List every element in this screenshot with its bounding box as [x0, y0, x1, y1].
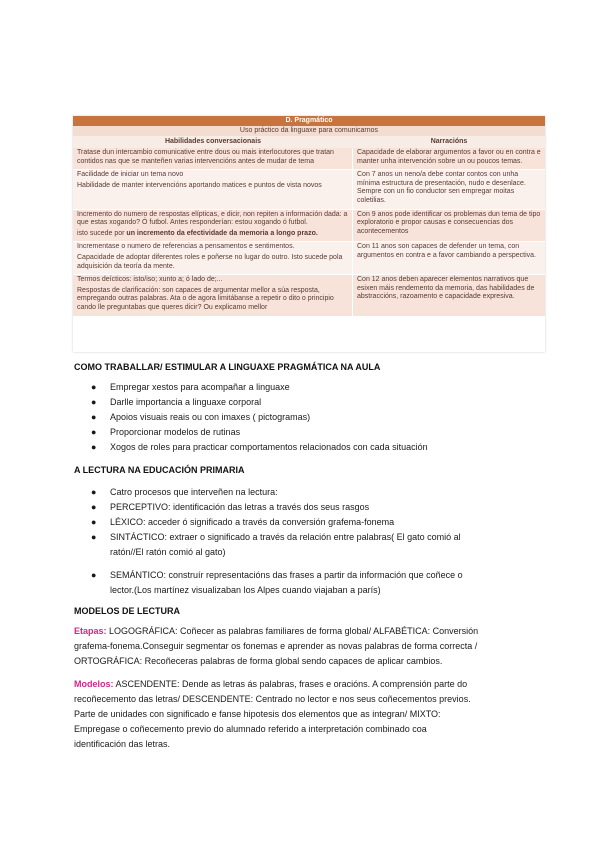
bullet-icon: ●	[91, 442, 97, 452]
table-row	[73, 210, 545, 243]
list-item: ● LÉXICO: acceder ó significado a través da conversión grafema-fonema	[74, 515, 463, 530]
list-item: ● Apoios visuais reais ou con imaxes ( pictogramas)	[74, 410, 428, 425]
list-item-continued: lector.(Los martínez visualizaban los Alpes cuando viajaban a parís)	[110, 585, 381, 595]
table-cell-right	[353, 210, 545, 243]
modelos-paragraph: Modelos: ASCENDENTE: Dende as letras ás palabras, frases e oracións. A comprensión parte do recoñecemento das letras/ DESCENDENTE: Centrado no lector e nos seus coñecementos previos. Parte de unidades con significado e fanse hipotesis dos elementos que as integran/ MIXTO: Empregase o coñecemento previo do alumnado referido a interpretación combinado coa identificación das letras.	[74, 679, 471, 749]
section-title-models: MODELOS DE LECTURA	[74, 606, 181, 616]
bullet-icon: ●	[91, 570, 97, 580]
cell-text: Termos deícticos: isto/iso; xunto a; ó lado de;...	[77, 276, 223, 284]
list-item: ● Darlle importancia a linguaxe corporal	[74, 395, 428, 410]
cell-text: Habilidade de manter intervencións aportando matices e puntos de vista novos	[77, 181, 322, 189]
pragmatic-table	[73, 116, 545, 352]
table-column-headers	[73, 136, 545, 148]
list-item: ● Proporcionar modelos de rutinas	[74, 425, 428, 440]
cell-text: Tratase dun intercambio comunicative entre dous ou mais interlocutores que tratan contidos nas que se manteñen varias intervencións antes de mudar de tema	[77, 149, 334, 165]
cell-text: Capacidade de elaborar argumentos a favor ou en contra e manter unha intervención sobre un ou poucos temas.	[357, 149, 541, 165]
bullet-icon: ●	[91, 502, 97, 512]
modelos-label: Modelos:	[74, 679, 114, 689]
table-cell-right	[353, 170, 545, 209]
cell-text: Con 11 anos son capaces de defender un tema, con argumentos en contra e a favor cambiando a perspectiva.	[357, 243, 536, 259]
cell-text: Incrementase o numero de referencias a pensamentos e sentimentos.	[77, 243, 295, 251]
reading-list	[74, 485, 463, 598]
table-cell-left	[73, 275, 353, 316]
etapas-paragraph: Etapas: LOGOGRÁFICA: Coñecer as palabras familiares de forma global/ ALFABÉTICA: Conversión grafema-fonema.Conseguir segmentar os fonemas e aprender as novas palabras de forma correcta / ORTOGRÁFICA: Recoñeceras palabras de forma global sendo capaces de aplicar cambios.	[74, 626, 479, 666]
cell-text: Facilidade de iniciar un tema novo	[77, 171, 184, 179]
cell-text: isto sucede por un incremento da efectividade da memoria a longo prazo.	[77, 229, 318, 237]
table-cell-left	[73, 148, 353, 170]
table-subtitle: Uso práctico da linguaxe para comunicarnos	[73, 126, 545, 136]
list-item: ● Xogos de roles para practicar comportamentos relacionados con cada situación	[74, 440, 428, 455]
table-title: D. Pragmático	[73, 116, 545, 126]
cell-text: Capacidade de adoptar diferentes roles e poñerse no lugar do outro. Isto sucede pola adquisición da teoría da mente.	[77, 253, 343, 270]
col2-header: Narracións	[430, 138, 468, 145]
list-item: ● PERCEPTIVO: identificación das letras a través dos seus rasgos	[74, 500, 463, 515]
bullet-icon: ●	[91, 427, 97, 437]
table-row	[73, 170, 545, 209]
table-cell-left	[73, 210, 353, 243]
bullet-icon: ●	[91, 532, 97, 542]
section-title-reading: A LECTURA NA EDUCACIÓN PRIMARIA	[74, 465, 245, 475]
list-item-continued: ratón//El ratón comió al gato)	[110, 547, 226, 557]
cell-text: Con 9 anos pode identificar os problemas dun tema de tipo exploratorio e propor causas e consecuencias dos acontecementos	[357, 210, 541, 235]
section-title-pragmatic: COMO TRABALLAR/ ESTIMULAR A LINGUAXE PRAGMÁTICA NA AULA	[74, 362, 381, 372]
bullet-icon: ●	[91, 517, 97, 527]
table-cell-right	[353, 242, 545, 275]
cell-text: Incremento do numero de respostas elípticas, e dicir, non repiten a información dada: a que estas xogando? Ó futbol. Antes responderían: estou xogando ó futbol.	[77, 210, 348, 227]
cell-text: Con 12 anos deben aparecer elementos narrativos que esixen máis rendemento da memoria, das habilidades de abstraccións, razoamento e capacidade expresiva.	[357, 276, 535, 301]
table-row	[73, 275, 545, 316]
cell-text: Con 7 anos un neno/a debe contar contos con unha mínima estructura de presentación, nudo e desenlace. Sempre con un fio conductor sen empregar moitas coletilias.	[357, 171, 526, 204]
table-cell-right	[353, 148, 545, 170]
table-cell-left	[73, 242, 353, 275]
table-cell-right	[353, 275, 545, 316]
bullet-icon: ●	[91, 397, 97, 407]
cell-text: Respostas de clarificación: son capaces de argumentar mellor a súa resposta, empregando outras palabras. Ata o de agora limitábanse a repetir o dito o principio cando lle preguntabas que queres dicir? Ou explicamo mellor	[77, 286, 334, 311]
bullet-icon: ●	[91, 412, 97, 422]
table-body	[73, 148, 545, 317]
list-item: ● SINTÁCTICO: extraer o significado a través da relación entre palabras( El gato comió al	[74, 530, 463, 545]
pragmatic-list	[74, 380, 428, 455]
table-row	[73, 148, 545, 170]
table-cell-left	[73, 170, 353, 209]
list-item: ● Catro procesos que interveñen na lectura:	[74, 485, 463, 500]
bullet-icon: ●	[91, 382, 97, 392]
col1-header: Habilidades conversacionais	[164, 138, 262, 145]
etapas-label: Etapas:	[74, 626, 107, 636]
list-item: ● SEMÁNTICO: construír representacións das frases a partir da información que coñece o	[74, 568, 463, 583]
table-row	[73, 242, 545, 275]
bullet-icon: ●	[91, 487, 97, 497]
list-item: ● Empregar xestos para acompañar a linguaxe	[74, 380, 428, 395]
